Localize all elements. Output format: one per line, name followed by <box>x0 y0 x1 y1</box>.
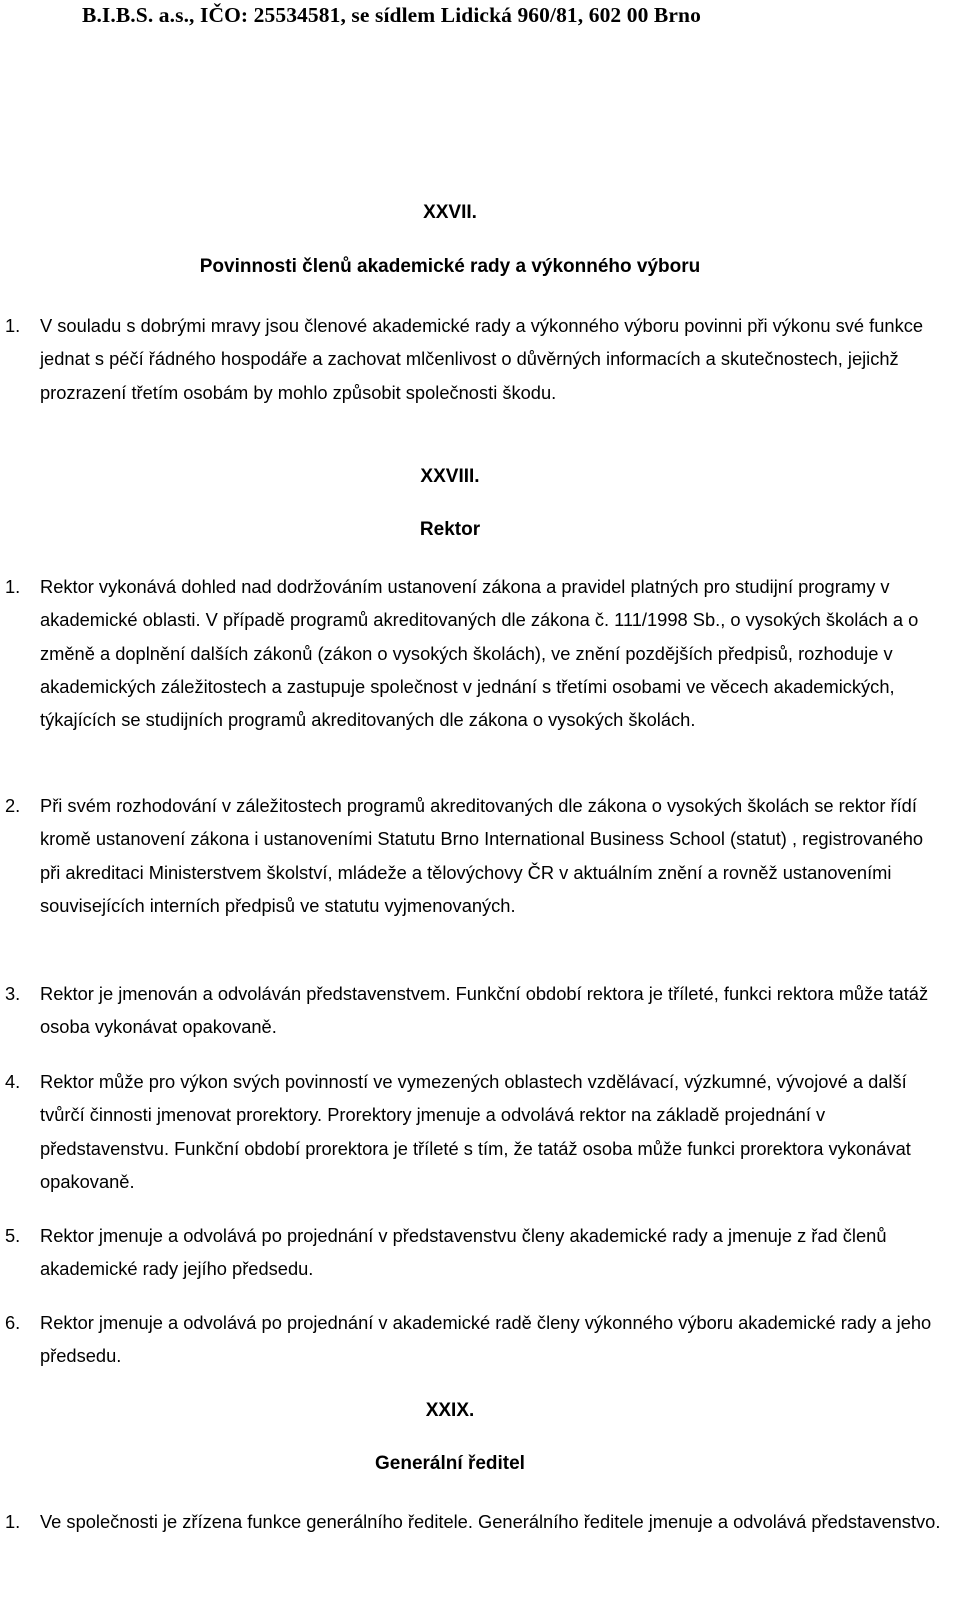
paragraph <box>5 1306 945 1373</box>
section-title: Povinnosti členů akademické rady a výkonného výboru <box>199 256 701 277</box>
paragraph-number: 1. <box>5 315 21 336</box>
paragraph-text: Ve společnosti je zřízena funkce generálního ředitele. Generálního ředitele jmenuje a odvolává představenstvo. <box>40 1511 941 1532</box>
paragraph-text: Při svém rozhodování v záležitostech programů akreditovaných dle zákona o vysokých školách se rektor řídí kromě ustanovení zákona i ustanoveními Statutu Brno International Business School (statut) , registrovaného při akreditaci Ministerstvem školství, mládeže a tělovýchovy ČR v aktuálním znění a rovněž ustanoveními souvisejících interních předpisů ve statutu vyjmenovaných. <box>40 795 924 916</box>
paragraph-number: 3. <box>5 983 21 1004</box>
paragraph-number: 2. <box>5 795 21 816</box>
paragraph <box>5 570 945 736</box>
section-title: Rektor <box>419 519 481 540</box>
paragraph-number: 4. <box>5 1071 21 1092</box>
paragraph <box>5 1505 945 1538</box>
paragraph-text: Rektor může pro výkon svých povinností ve vymezených oblastech vzdělávací, výzkumné, vývojové a další tvůrčí činnosti jmenovat prorektory. Prorektory jmenuje a odvolává rektor na základě projednání v představenstvu. Funkční období prorektora je tříleté s tím, že tatáž osoba může funkci prorektora vykonávat opakovaně. <box>40 1071 911 1192</box>
paragraph-text: Rektor jmenuje a odvolává po projednání v akademické radě členy výkonného výboru akademické rady a jeho předsedu. <box>40 1312 932 1367</box>
paragraph-text: Rektor vykonává dohled nad dodržováním ustanovení zákona a pravidel platných pro studijní programy v akademické oblasti. V případě programů akreditovaných dle zákona č. 111/1998 Sb., o vysokých školách a o změně a doplnění dalších zákonů (zákon o vysokých školách), ve znění pozdějších předpisů, rozhoduje v akademických záležitostech a zastupuje společnost v jednání s třetími osobami ve věcech akademických, týkajících se studijních programů akreditovaných dle zákona o vysokých školách. <box>40 576 919 731</box>
paragraph <box>5 1065 945 1198</box>
paragraph-text: Rektor je jmenován a odvoláván představenstvem. Funkční období rektora je tříleté, funkci rektora může tatáž osoba vykonávat opakovaně. <box>40 983 929 1038</box>
section-number: XXIX. <box>425 1400 475 1421</box>
paragraph <box>5 1219 945 1286</box>
paragraph-text: V souladu s dobrými mravy jsou členové akademické rady a výkonného výboru povinni při výkonu své funkce jednat s péčí řádného hospodáře a zachovat mlčenlivost o důvěrných informacích a skutečnostech, jejichž prozrazení třetím osobám by mohlo způsobit společnosti škodu. <box>40 315 924 403</box>
section-number: XXVIII. <box>420 466 480 487</box>
paragraph <box>5 977 945 1044</box>
section-number: XXVII. <box>423 202 477 223</box>
paragraph-number: 1. <box>5 1511 21 1532</box>
paragraph <box>5 789 945 922</box>
document-header: B.I.B.S. a.s., IČO: 25534581, se sídlem Lidická 960/81, 602 00 Brno <box>82 3 701 27</box>
paragraph-text: Rektor jmenuje a odvolává po projednání v představenstvu členy akademické rady a jmenuje z řad členů akademické rady jejího předsedu. <box>40 1225 887 1280</box>
paragraph-number: 1. <box>5 576 21 597</box>
section-title: Generální ředitel <box>375 1453 525 1474</box>
paragraph-number: 5. <box>5 1225 21 1246</box>
paragraph-number: 6. <box>5 1312 21 1333</box>
paragraph <box>5 309 945 409</box>
